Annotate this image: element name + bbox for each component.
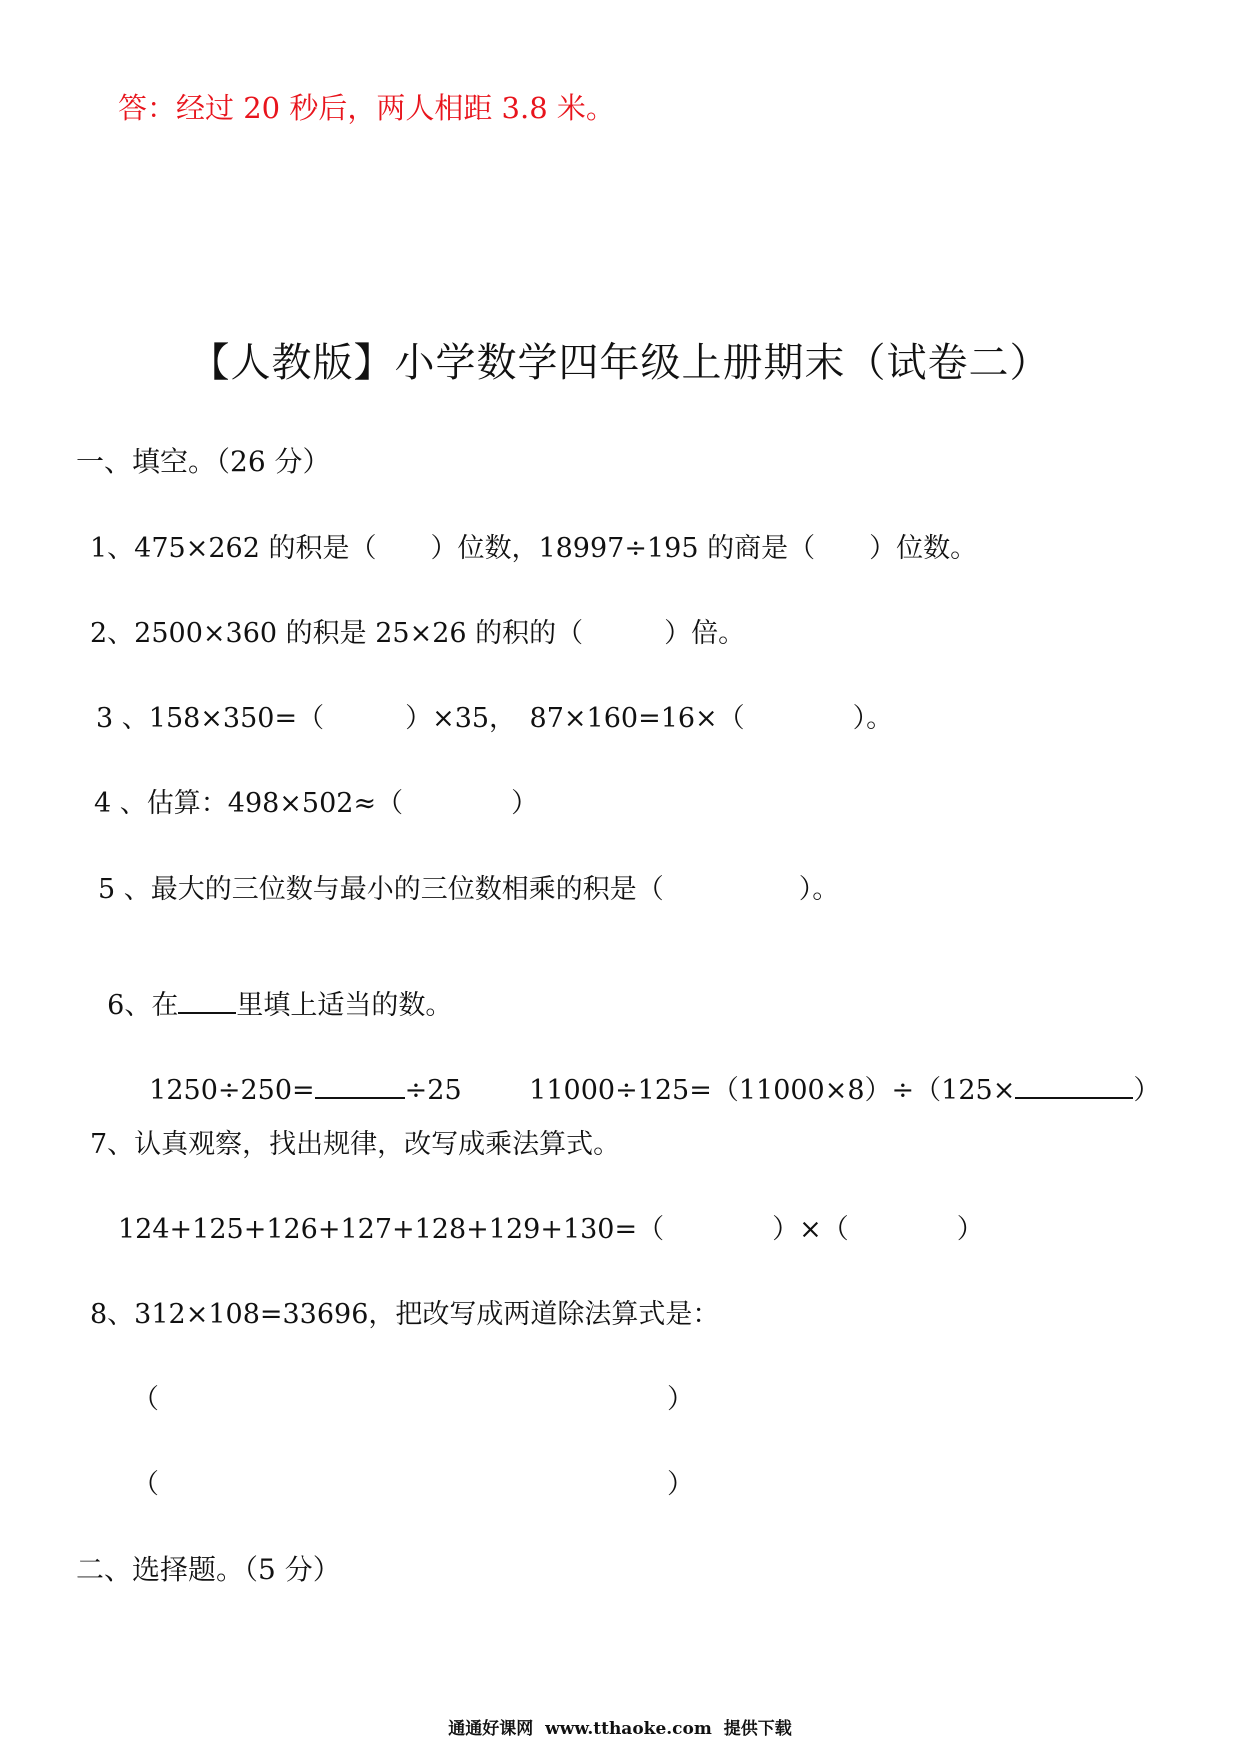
question-6-expression-b: [512, 1046, 1160, 1104]
q8-answer-line-1-open: （: [132, 1384, 159, 1415]
question-6-prefix: 6、在: [107, 990, 179, 1021]
expr-a-right: ÷25: [404, 1075, 462, 1106]
question-7-expression: 124+125+126+127+128+129+130=（ ）×（ ）: [118, 1214, 984, 1245]
question-7: 7、认真观察，找出规律，改写成乘法算式。: [90, 1129, 621, 1160]
answer-line: 答：经过 20 秒后，两人相距 3.8 米。: [118, 91, 615, 125]
question-6: [90, 961, 452, 1019]
expr-b-blank[interactable]: [1015, 1073, 1133, 1099]
expr-a-left: 1250÷250=: [149, 1075, 315, 1106]
q8-answer-line-2-close: ）: [667, 1469, 694, 1500]
section-2-heading: 二、选择题。（5 分）: [76, 1553, 341, 1586]
question-6-suffix: 里填上适当的数。: [236, 990, 453, 1021]
footer-text: 通通好课网 www.tthaoke.com 提供下载: [448, 1719, 792, 1739]
question-2: 2、2500×360 的积是 25×26 的积的（ ）倍。: [90, 618, 746, 649]
section-1-heading: 一、填空。（26 分）: [76, 445, 331, 478]
expr-b-right: ）: [1133, 1075, 1161, 1106]
expr-b-left: 11000÷125=（11000×8）÷（125×: [529, 1075, 1016, 1106]
question-4: 4 、估算：498×502≈（ ）: [94, 788, 539, 819]
question-1: 1、475×262 的积是（ ）位数，18997÷195 的商是（ ）位数。: [90, 533, 978, 564]
question-8: 8、312×108=33696，把改写成两道除法算式是：: [90, 1299, 720, 1330]
question-6-expression-a: [132, 1046, 462, 1104]
q8-answer-line-2-open: （: [132, 1469, 159, 1500]
question-3: 3 、158×350=（ ）×35， 87×160=16×（ ）。: [96, 703, 894, 734]
question-5: 5 、最大的三位数与最小的三位数相乘的积是（ ）。: [98, 874, 840, 905]
question-6-blank-sample: [178, 988, 236, 1014]
q8-answer-line-1-close: ）: [667, 1384, 694, 1415]
page-title: 【人教版】小学数学四年级上册期末（试卷二）: [189, 340, 1051, 386]
expr-a-blank[interactable]: [315, 1073, 405, 1099]
